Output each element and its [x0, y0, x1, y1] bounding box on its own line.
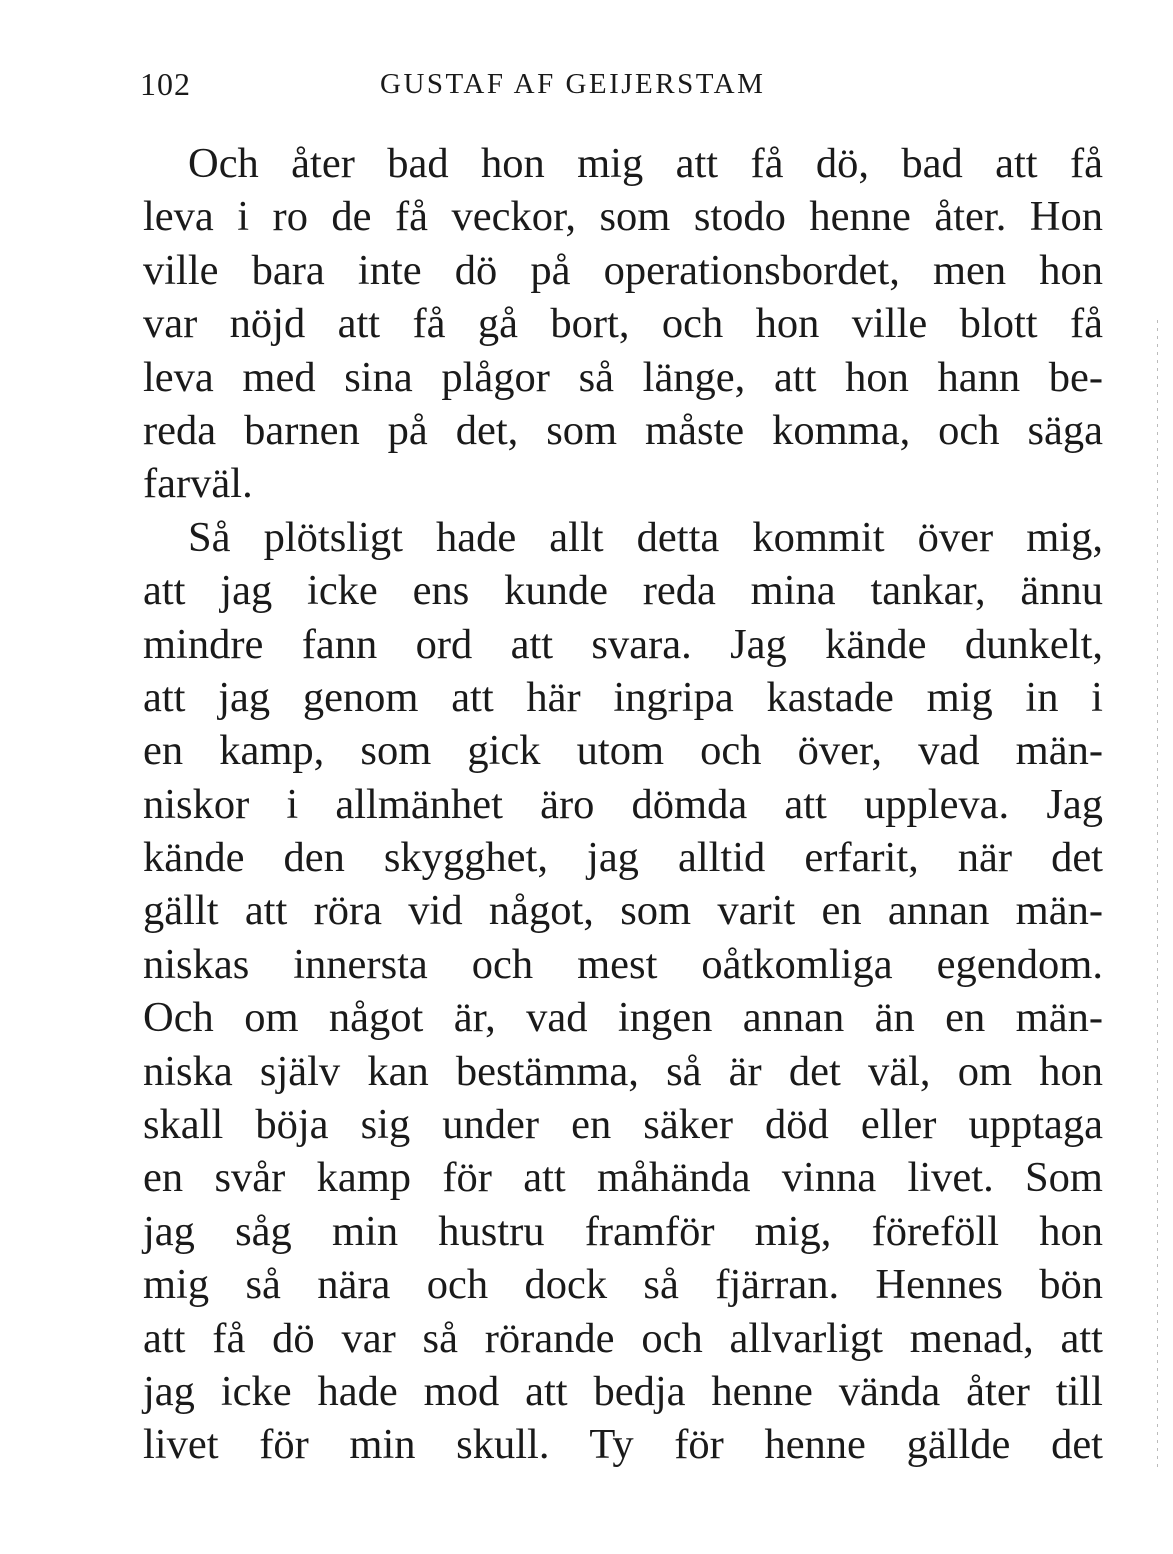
- running-head: GUSTAF AF GEIJERSTAM: [380, 68, 766, 100]
- text-line: niska själv kan bestämma, så är det väl, om hon: [143, 1047, 1103, 1095]
- scan-gutter-edge: [1157, 320, 1158, 1470]
- paragraph-1: [143, 137, 1103, 511]
- text-line: niskor i allmänhet äro dömda att uppleva. Jag: [143, 780, 1103, 828]
- text-line: mig så nära och dock så fjärran. Hennes bön: [143, 1261, 1103, 1309]
- text-line: skall böja sig under en säker död eller upptaga: [143, 1101, 1103, 1149]
- text-line: mindre fann ord att svara. Jag kände dunkelt,: [143, 620, 1103, 668]
- text-line: att få dö var så rörande och allvarligt menad, att: [143, 1314, 1103, 1362]
- text-line: en svår kamp för att måhända vinna livet. Som: [143, 1154, 1103, 1202]
- text-line: Och om något är, vad ingen annan än en män-: [143, 994, 1103, 1042]
- text-line: niskas innersta och mest oåtkomliga egendom.: [143, 940, 1103, 988]
- text-line: jag icke hade mod att bedja henne vända åter till: [143, 1367, 1103, 1415]
- text-line: ville bara inte dö på operationsbordet, men hon: [143, 246, 1103, 294]
- text-line: gällt att röra vid något, som varit en annan män-: [143, 887, 1103, 935]
- page-number: 102: [140, 66, 191, 102]
- text-line: att jag genom att här ingripa kastade mig in i: [143, 673, 1103, 721]
- text-line: var nöjd att få gå bort, och hon ville blott få: [143, 300, 1103, 348]
- text-line: livet för min skull. Ty för henne gällde det: [143, 1421, 1103, 1469]
- text-line: Och åter bad hon mig att få dö, bad att få: [188, 140, 1103, 187]
- text-line: farväl.: [143, 460, 253, 508]
- text-line: reda barnen på det, som måste komma, och säga: [143, 406, 1103, 454]
- body-text: [143, 137, 1103, 1472]
- text-line: kände den skygghet, jag alltid erfarit, när det: [143, 834, 1103, 882]
- text-line: leva i ro de få veckor, som stodo henne åter. Hon: [143, 193, 1103, 241]
- text-line: att jag icke ens kunde reda mina tankar, ännu: [143, 567, 1103, 615]
- text-line: jag såg min hustru framför mig, föreföll hon: [143, 1207, 1103, 1255]
- text-line: Så plötsligt hade allt detta kommit över mig,: [188, 513, 1103, 561]
- paragraph-2: [143, 511, 1103, 1472]
- text-line: leva med sina plågor så länge, att hon hann be-: [143, 353, 1103, 401]
- text-line: en kamp, som gick utom och över, vad män-: [143, 727, 1103, 775]
